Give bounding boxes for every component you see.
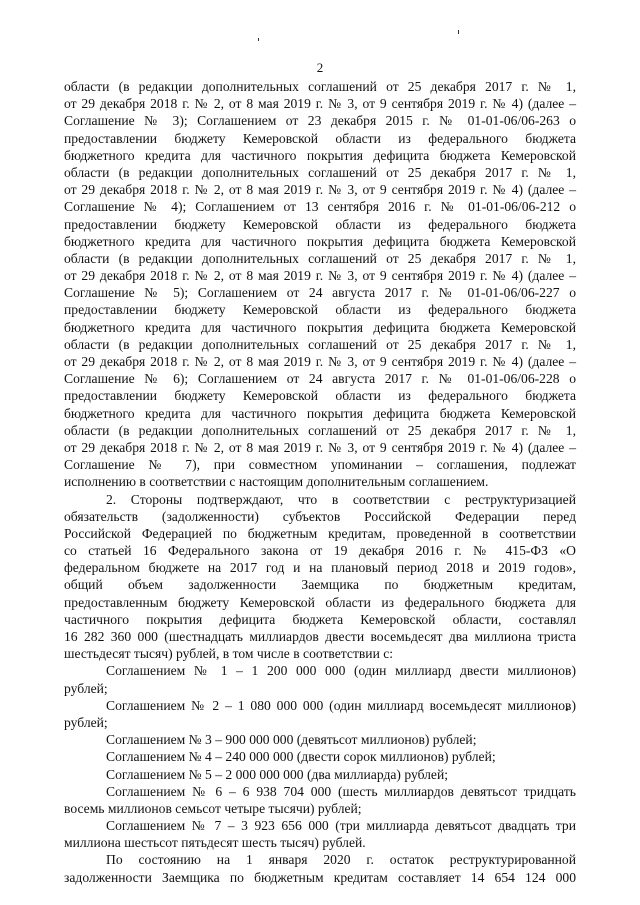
text-line: шестьдесят тысяч) рублей, в том числе в соответствии с: <box>64 646 394 662</box>
text-line: бюджетного кредита для частичного покрытия дефицита бюджета Кемеровской <box>64 405 576 421</box>
text-line: исполнению в соответствии с настоящим дополнительным соглашением. <box>64 474 489 490</box>
text-line: восемь миллионов семьсот четыре тысячи) рублей; <box>64 800 362 816</box>
text-line: Соглашением № 5 – 2 000 000 000 (два миллиарда) рублей; <box>106 766 449 782</box>
text-line: предоставлении бюджету Кемеровской области из федерального бюджета <box>64 388 576 404</box>
text-line: области (в редакции дополнительных соглашений от 25 декабря 2017 г. № 1, <box>64 250 576 266</box>
text-line: Соглашением № 7 – 3 923 656 000 (три миллиарда девятьсот двадцать три <box>106 818 576 834</box>
text-line: Соглашение № 3); Соглашением от 23 декабря 2015 г. № 01-01-06/06-263 о <box>64 113 576 129</box>
text-line: Соглашение № 4); Соглашением от 13 сентября 2016 г. № 01-01-06/06-212 о <box>64 199 576 215</box>
text-line: Российской Федерацией по бюджетным кредитам, проведенной в соответствии <box>64 525 576 541</box>
text-line: рублей; <box>64 680 108 696</box>
text-line: от 29 декабря 2018 г. № 2, от 8 мая 2019 г. № 3, от 9 сентября 2019 г. № 4) (далее – <box>64 439 576 455</box>
text-line: области (в редакции дополнительных соглашений от 25 декабря 2017 г. № 1, <box>64 79 576 94</box>
text-line: Соглашение № 5); Соглашением от 24 августа 2017 г. № 01-01-06/06-227 о <box>64 285 576 301</box>
text-line: от 29 декабря 2018 г. № 2, от 8 мая 2019 г. № 3, от 9 сентября 2019 г. № 4) (далее – <box>64 268 576 284</box>
text-line: от 29 декабря 2018 г. № 2, от 8 мая 2019 г. № 3, от 9 сентября 2019 г. № 4) (далее – <box>64 96 576 112</box>
text-line: бюджетного кредита для частичного покрытия дефицита бюджета Кемеровской <box>64 319 576 335</box>
text-line: миллиона шестьсот пятьдесят шесть тысяч) рублей. <box>64 835 366 851</box>
text-line: Соглашением № 1 – 1 200 000 000 (один миллиард двести миллионов) <box>106 663 576 679</box>
text-line: от 29 декабря 2018 г. № 2, от 8 мая 2019 г. № 3, от 9 сентября 2019 г. № 4) (далее – <box>64 354 576 369</box>
text-line: предоставлении бюджету Кемеровской области из федерального бюджета <box>64 216 576 232</box>
text-line: рублей; <box>64 714 108 730</box>
text-line: задолженности Заемщика по бюджетным кредитам составляет 14 654 124 000 <box>64 869 576 885</box>
page-number: 2 <box>316 60 324 75</box>
scan-speck <box>258 38 259 41</box>
text-line: от 29 декабря 2018 г. № 2, от 8 мая 2019 г. № 3, от 9 сентября 2019 г. № 4) (далее – <box>64 182 576 198</box>
text-line: Соглашением № 3 – 900 000 000 (девятьсот миллионов) рублей; <box>106 732 477 748</box>
text-line: Соглашением № 2 – 1 080 000 000 (один миллиард восемьдесят миллионов) <box>106 697 576 713</box>
text-line: области (в редакции дополнительных соглашений от 25 декабря 2017 г. № 1, <box>64 422 576 438</box>
text-line: предоставлении бюджету Кемеровской области из федерального бюджета <box>64 130 576 146</box>
text-line: предоставлении бюджету Кемеровской области из федерального бюджета <box>64 302 576 318</box>
text-line: предоставленным бюджету Кемеровской области из федерального бюджета для <box>64 594 576 610</box>
text-line: области (в редакции дополнительных соглашений от 25 декабря 2017 г. № 1, <box>64 336 576 352</box>
scan-speck <box>458 30 459 34</box>
text-line: общий объем задолженности Заемщика по бюджетным кредитам, <box>64 577 576 593</box>
text-line: со статьей 16 Федерального закона от 19 декабря 2016 г. № 415-ФЗ «О <box>64 543 576 559</box>
text-line: Соглашением № 6 – 6 938 704 000 (шесть миллиардов девятьсот тридцать <box>106 783 576 799</box>
text-line: 2. Стороны подтверждают, что в соответствии с реструктуризацией <box>106 491 576 507</box>
text-line: Соглашением № 4 – 240 000 000 (двести сорок миллионов) рублей; <box>106 749 496 765</box>
text-line: Соглашение № 6); Соглашением от 24 августа 2017 г. № 01-01-06/06-228 о <box>64 371 576 387</box>
text-line: частичного покрытия дефицита бюджета Кемеровской области, составлял <box>64 611 576 627</box>
text-line: 16 282 360 000 (шестнадцать миллиардов двести восемьдесят два миллиона триста <box>64 629 576 644</box>
text-line: бюджетного кредита для частичного покрытия дефицита бюджета Кемеровской <box>64 233 576 249</box>
text-line: По состоянию на 1 января 2020 г. остаток реструктурированной <box>106 852 576 868</box>
text-line: обязательств (задолженности) субъектов Российской Федерации перед <box>64 508 576 524</box>
text-line: Соглашение № 7), при совместном упоминании – соглашения, подлежат <box>64 457 576 473</box>
text-line: федеральном бюджете на 2017 год и на плановый период 2018 и 2019 годов», <box>64 560 576 576</box>
document-body <box>64 78 576 886</box>
text-line: области (в редакции дополнительных соглашений от 25 декабря 2017 г. № 1, <box>64 164 576 180</box>
text-line: бюджетного кредита для частичного покрытия дефицита бюджета Кемеровской <box>64 147 576 163</box>
